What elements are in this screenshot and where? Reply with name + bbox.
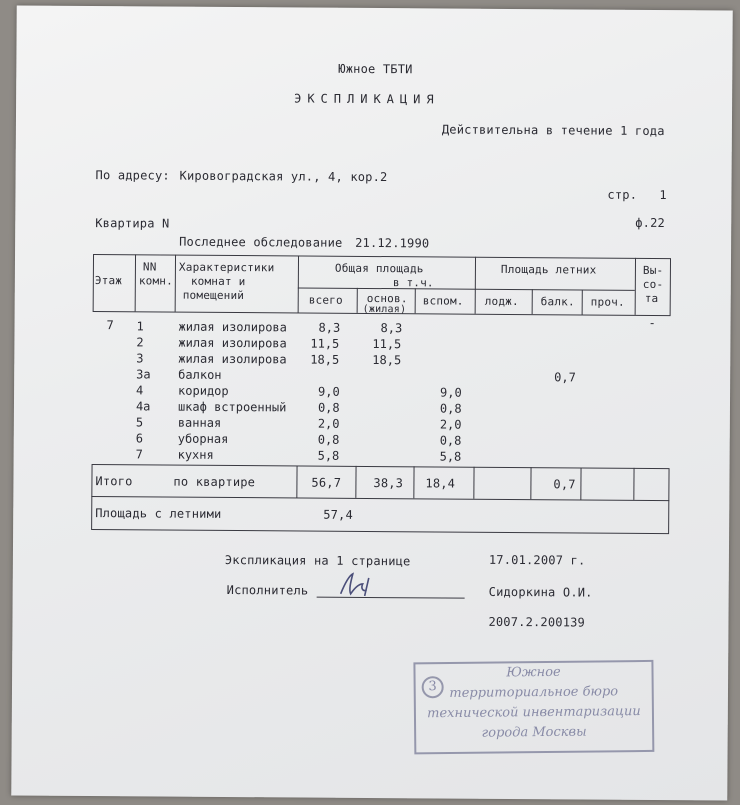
room-aux: 0,8 bbox=[439, 433, 462, 448]
page-label: стр. bbox=[607, 187, 638, 202]
address-value: Кировоградская ул., 4, кор.2 bbox=[179, 168, 388, 185]
height-mark: - bbox=[648, 315, 657, 330]
room-total: 5,8 bbox=[317, 448, 340, 463]
col-all: всего bbox=[308, 293, 343, 307]
room-total: 0,8 bbox=[317, 432, 340, 447]
col-summer-area: Площадь летних bbox=[500, 262, 597, 277]
stamp-number: 3 bbox=[422, 676, 444, 698]
room-total: 18,5 bbox=[310, 352, 340, 367]
address-label: По адресу: bbox=[95, 168, 170, 183]
room-no: 3а bbox=[136, 367, 151, 382]
issue-date: 17.01.2007 г. bbox=[488, 552, 586, 568]
room-name: ванная bbox=[177, 415, 222, 430]
room-main: 18,5 bbox=[372, 353, 402, 368]
room-no: 3 bbox=[136, 351, 144, 366]
room-no: 4а bbox=[135, 399, 151, 414]
validity-note: Действительна в течение 1 года bbox=[441, 122, 665, 139]
col-rooms-no-2: комн. bbox=[138, 274, 174, 288]
room-total: 2,0 bbox=[317, 416, 340, 431]
col-floor: Этаж bbox=[94, 274, 123, 288]
totals-label: Итого bbox=[95, 474, 133, 489]
col-main-2: (жилая) bbox=[362, 303, 407, 316]
document-page bbox=[11, 6, 732, 801]
col-height-1: Вы- bbox=[642, 263, 664, 278]
document-number: 2007.2.200139 bbox=[488, 614, 586, 630]
totals-aux: 18,4 bbox=[425, 476, 456, 491]
room-no: 4 bbox=[136, 383, 144, 398]
room-balc: 0,7 bbox=[554, 370, 576, 385]
room-name: кухня bbox=[177, 447, 214, 462]
room-total: 0,8 bbox=[317, 400, 340, 415]
room-name: жилая изолирова bbox=[178, 351, 287, 367]
col-rooms-no-1: NN bbox=[142, 260, 157, 274]
room-total: 9,0 bbox=[318, 384, 340, 399]
totals-label-2: по квартире bbox=[173, 474, 256, 490]
room-aux: 9,0 bbox=[440, 385, 462, 400]
col-incl: в т.ч. bbox=[392, 276, 434, 290]
room-no: 1 bbox=[136, 319, 144, 334]
stamp-line-1: Южное bbox=[506, 664, 561, 681]
room-aux: 0,8 bbox=[439, 401, 462, 416]
totals-balc: 0,7 bbox=[553, 477, 576, 492]
stamp-line-4: города Москвы bbox=[481, 724, 587, 741]
org-name: Южное ТБТИ bbox=[338, 61, 413, 77]
room-main: 8,3 bbox=[380, 321, 403, 336]
room-main: 11,5 bbox=[372, 337, 402, 352]
col-char-3: помещений bbox=[182, 288, 245, 303]
room-name: жилая изолирова bbox=[178, 335, 287, 351]
col-aux: вспом. bbox=[422, 294, 464, 308]
room-total: 8,3 bbox=[318, 320, 341, 335]
page-number: 1 bbox=[659, 188, 667, 203]
room-no: 5 bbox=[135, 415, 144, 430]
survey-date: 21.12.1990 bbox=[355, 235, 430, 251]
form-code: ф.22 bbox=[635, 215, 666, 231]
col-loggia: лодж. bbox=[484, 294, 519, 309]
col-main-1: основ. bbox=[366, 291, 408, 306]
pages-note: Экспликация на 1 странице bbox=[224, 552, 411, 569]
summer-total-label: Площадь с летними bbox=[95, 506, 222, 521]
col-char-2: комнат и bbox=[190, 274, 246, 289]
room-no: 2 bbox=[136, 335, 144, 350]
room-aux: 2,0 bbox=[439, 417, 462, 432]
room-name: жилая изолирова bbox=[178, 319, 287, 335]
col-height-3: та bbox=[644, 291, 659, 305]
signature bbox=[335, 570, 385, 598]
col-total-area: Общая площадь bbox=[334, 261, 424, 276]
room-no: 6 bbox=[135, 431, 144, 446]
col-other: проч. bbox=[590, 295, 625, 309]
room-aux: 5,8 bbox=[439, 449, 462, 464]
survey-label: Последнее обследование bbox=[179, 234, 343, 250]
room-total: 11,5 bbox=[310, 336, 340, 351]
room-name: балкон bbox=[178, 367, 222, 382]
room-name: коридор bbox=[178, 383, 229, 398]
totals-total: 56,7 bbox=[311, 475, 342, 490]
stamp-line-2: территориальное бюро bbox=[449, 684, 619, 702]
totals-main: 38,3 bbox=[373, 476, 404, 491]
room-no: 7 bbox=[135, 447, 143, 462]
bti-stamp bbox=[413, 660, 654, 755]
col-char-1: Характеристики bbox=[178, 260, 275, 275]
floor-value: 7 bbox=[106, 318, 115, 333]
col-balcony: балк. bbox=[540, 295, 575, 309]
stamp-line-3: технической инвентаризации bbox=[427, 704, 641, 722]
executor-name: Сидоркина О.И. bbox=[488, 584, 593, 600]
document-title: ЭКСПЛИКАЦИЯ bbox=[294, 91, 440, 107]
room-name: шкаф встроенный bbox=[177, 399, 287, 415]
executor-label: Исполнитель bbox=[226, 582, 309, 598]
col-height-2: со- bbox=[642, 277, 664, 292]
apartment-label: Квартира N bbox=[95, 216, 170, 231]
summer-total-value: 57,4 bbox=[323, 507, 353, 522]
room-name: уборная bbox=[177, 431, 229, 446]
